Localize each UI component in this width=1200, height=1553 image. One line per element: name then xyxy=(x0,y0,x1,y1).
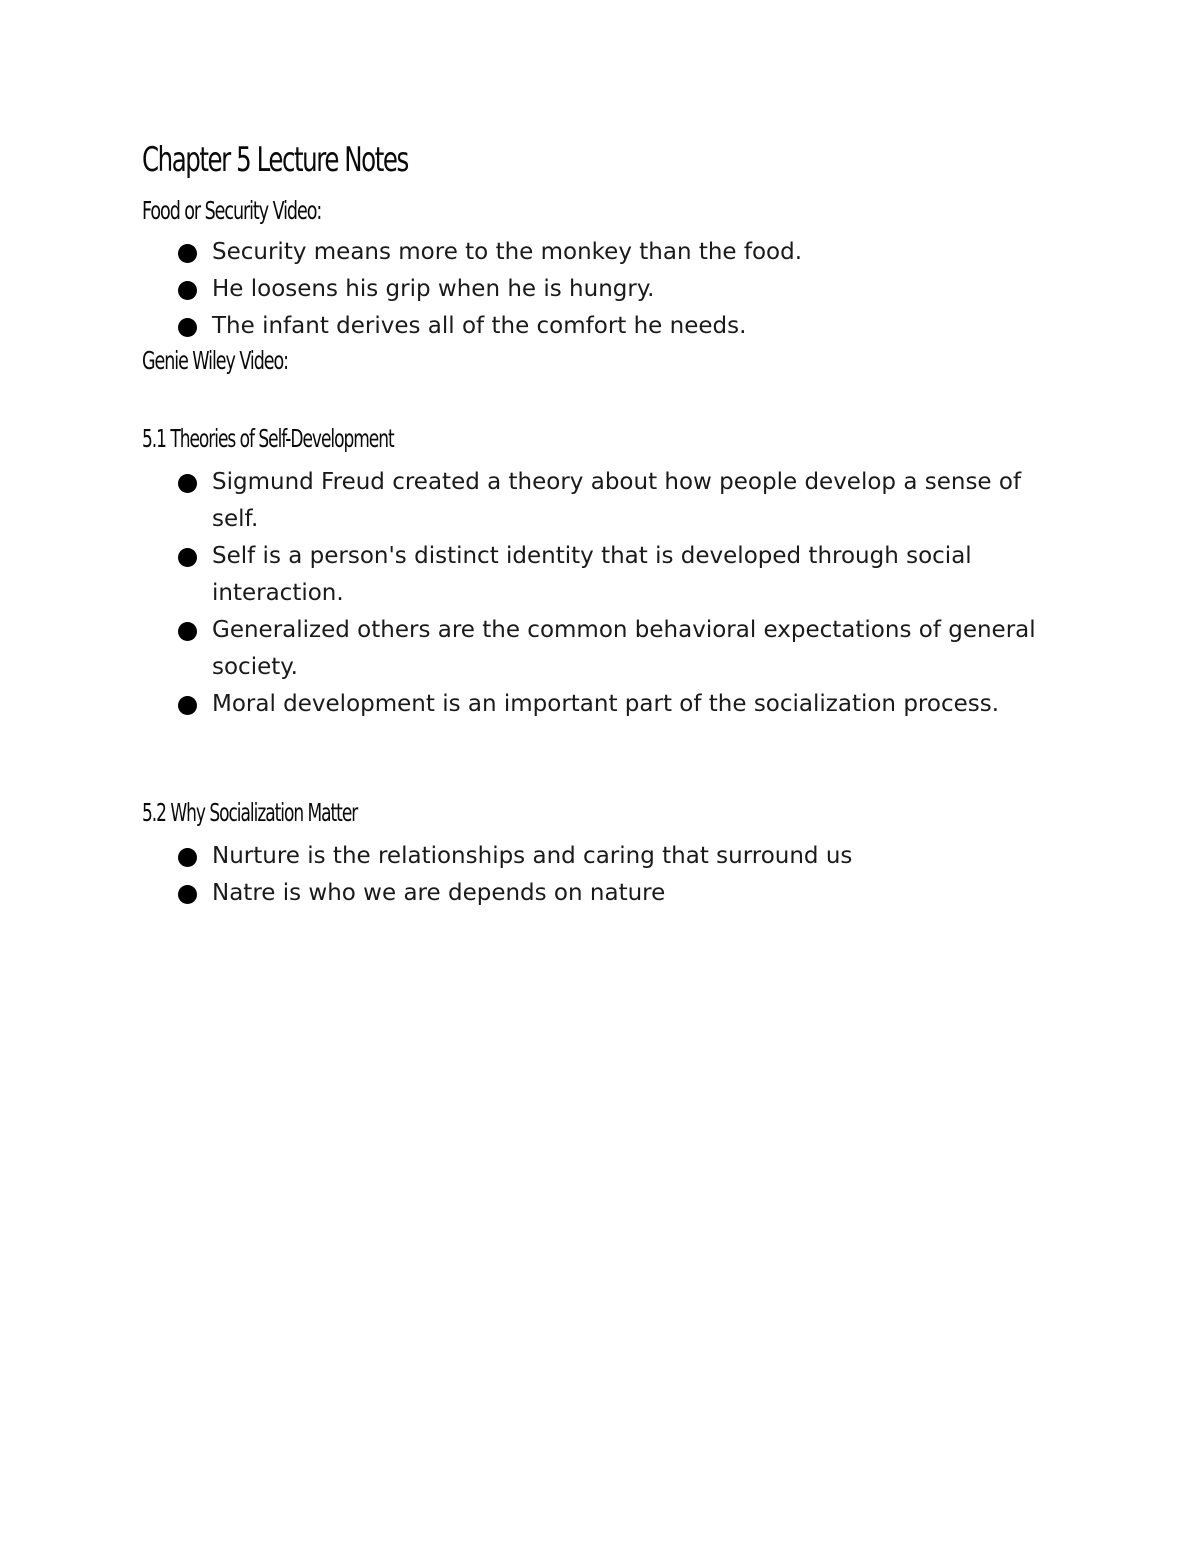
list-item xyxy=(176,838,1056,875)
bullet-icon xyxy=(178,848,197,867)
bullet-list-food-security xyxy=(176,234,1056,345)
list-item-text: Generalized others are the common behavioral expectations of general society. xyxy=(212,617,1036,680)
bullet-icon xyxy=(178,281,197,300)
list-item-text: Sigmund Freud created a theory about how people develop a sense of self. xyxy=(212,469,1022,532)
list-item xyxy=(176,538,1056,612)
bullet-icon xyxy=(178,885,197,904)
list-item-text: Natre is who we are depends on nature xyxy=(212,880,666,906)
bullet-icon xyxy=(178,318,197,337)
list-item xyxy=(176,612,1056,686)
list-item xyxy=(176,875,1056,912)
section-heading-5-2: 5.2 Why Socialization Matter xyxy=(142,798,358,827)
list-item-text: Moral development is an important part of the socialization process. xyxy=(212,691,1000,717)
bullet-icon xyxy=(178,244,197,263)
bullet-list-5-1 xyxy=(176,464,1056,723)
section-heading-genie-wiley: Genie Wiley Video: xyxy=(142,346,288,375)
section-heading-5-1: 5.1 Theories of Self-Development xyxy=(142,424,394,453)
section-heading-food-security: Food or Security Video: xyxy=(142,196,322,225)
list-item-text: Nurture is the relationships and caring that surround us xyxy=(212,843,853,869)
bullet-icon xyxy=(178,548,197,567)
list-item-text: Self is a person's distinct identity that is developed through social interaction. xyxy=(212,543,972,606)
list-item-text: The infant derives all of the comfort he needs. xyxy=(212,313,747,339)
list-item xyxy=(176,234,1056,271)
bullet-icon xyxy=(178,474,197,493)
list-item-text: Security means more to the monkey than the food. xyxy=(212,239,803,265)
list-item xyxy=(176,686,1056,723)
list-item xyxy=(176,464,1056,538)
list-item-text: He loosens his grip when he is hungry. xyxy=(212,276,655,302)
list-item xyxy=(176,308,1056,345)
bullet-icon xyxy=(178,622,197,641)
page-title: Chapter 5 Lecture Notes xyxy=(142,140,408,180)
bullet-icon xyxy=(178,696,197,715)
list-item xyxy=(176,271,1056,308)
bullet-list-5-2 xyxy=(176,838,1056,912)
